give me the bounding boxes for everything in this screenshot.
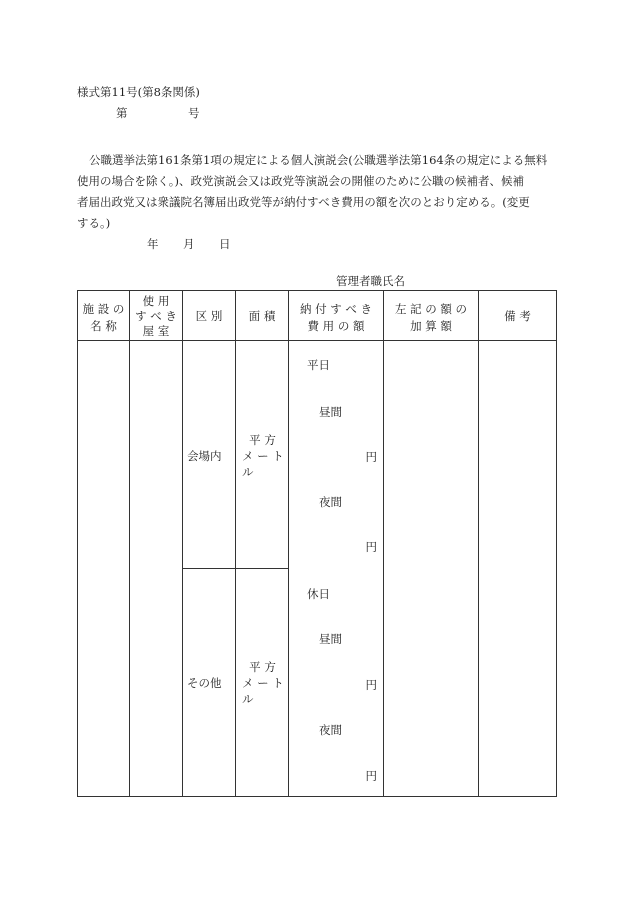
header-calc-line1: 左 記 の 額 の	[394, 302, 468, 316]
header-calc	[384, 291, 479, 341]
date-year: 年	[147, 237, 159, 251]
header-fee-line2: 費 用 の 額	[307, 319, 365, 333]
fee-holiday: 休日	[307, 587, 330, 601]
fee-weekday-daytime-yen: 円	[365, 450, 377, 464]
header-room-line3: 屋 室	[142, 324, 170, 338]
header-calc-line2: 加 算 額	[410, 319, 452, 333]
category-cell-venue	[183, 341, 236, 569]
calc-cell	[384, 341, 479, 797]
area-cell-other	[236, 569, 289, 797]
fee-weekday-night-yen: 円	[365, 540, 377, 554]
header-room	[130, 291, 183, 341]
form-title: 様式第11号(第8条関係)	[77, 85, 200, 99]
paragraph-line-3: 者届出政党又は衆議院名簿届出政党等が納付すべき費用の額を次のとおり定める。(変更	[77, 195, 530, 209]
header-room-line1: 使 用	[142, 294, 170, 308]
header-room-line2: す べ き	[135, 309, 177, 323]
fee-weekday-night: 夜間	[319, 495, 342, 509]
area-cell-venue	[236, 341, 289, 569]
paragraph-line-2: 使用の場合を除く。)、政党演説会又は政党等演説会の開催のために公職の候補者、候補	[77, 174, 525, 188]
fee-cell	[289, 341, 384, 797]
room-cell	[130, 341, 183, 797]
header-row	[78, 291, 557, 341]
number-prefix: 第	[116, 106, 128, 120]
fee-holiday-night: 夜間	[319, 723, 342, 737]
header-area-label: 面 積	[248, 309, 276, 323]
fee-holiday-night-yen: 円	[365, 769, 377, 783]
area-other-line2: メ ー ト	[242, 676, 284, 690]
area-venue-line1: 平 方	[249, 433, 276, 447]
header-fee	[289, 291, 384, 341]
date-day: 日	[219, 237, 231, 251]
table-row	[78, 341, 557, 569]
facility-cell	[78, 341, 130, 797]
remarks-cell	[479, 341, 557, 797]
body-paragraph	[77, 150, 555, 234]
area-venue-line2: メ ー ト	[242, 449, 284, 463]
paragraph-line-1: 公職選挙法第161条第1項の規定による個人演説会(公職選挙法第164条の規定による無料	[89, 153, 548, 167]
header-facility-line2: 名 称	[90, 319, 117, 333]
number-suffix: 号	[188, 106, 200, 120]
header-category	[183, 291, 236, 341]
fee-holiday-daytime-yen: 円	[365, 678, 377, 692]
header-facility	[78, 291, 130, 341]
category-cell-other	[183, 569, 236, 797]
header-area	[236, 291, 289, 341]
category-other: その他	[187, 676, 222, 690]
date-month: 月	[183, 237, 195, 251]
area-other-line1: 平 方	[249, 660, 276, 674]
area-venue-line3: ル	[242, 465, 254, 479]
header-category-label: 区 別	[195, 309, 223, 323]
area-other-line3: ル	[242, 692, 254, 706]
fee-weekday-daytime: 昼間	[319, 405, 342, 419]
header-fee-line1: 納 付 す べ き	[299, 302, 373, 316]
fee-holiday-daytime: 昼間	[319, 632, 342, 646]
manager-name-label: 管理者職氏名	[336, 274, 405, 288]
paragraph-line-4: する。)	[77, 216, 111, 230]
header-facility-line1: 施 設 の	[82, 302, 125, 316]
header-remarks-label: 備 考	[504, 309, 531, 323]
fee-weekday: 平日	[307, 358, 330, 372]
header-remarks	[479, 291, 557, 341]
category-venue: 会場内	[187, 449, 222, 463]
fee-table	[77, 290, 557, 797]
